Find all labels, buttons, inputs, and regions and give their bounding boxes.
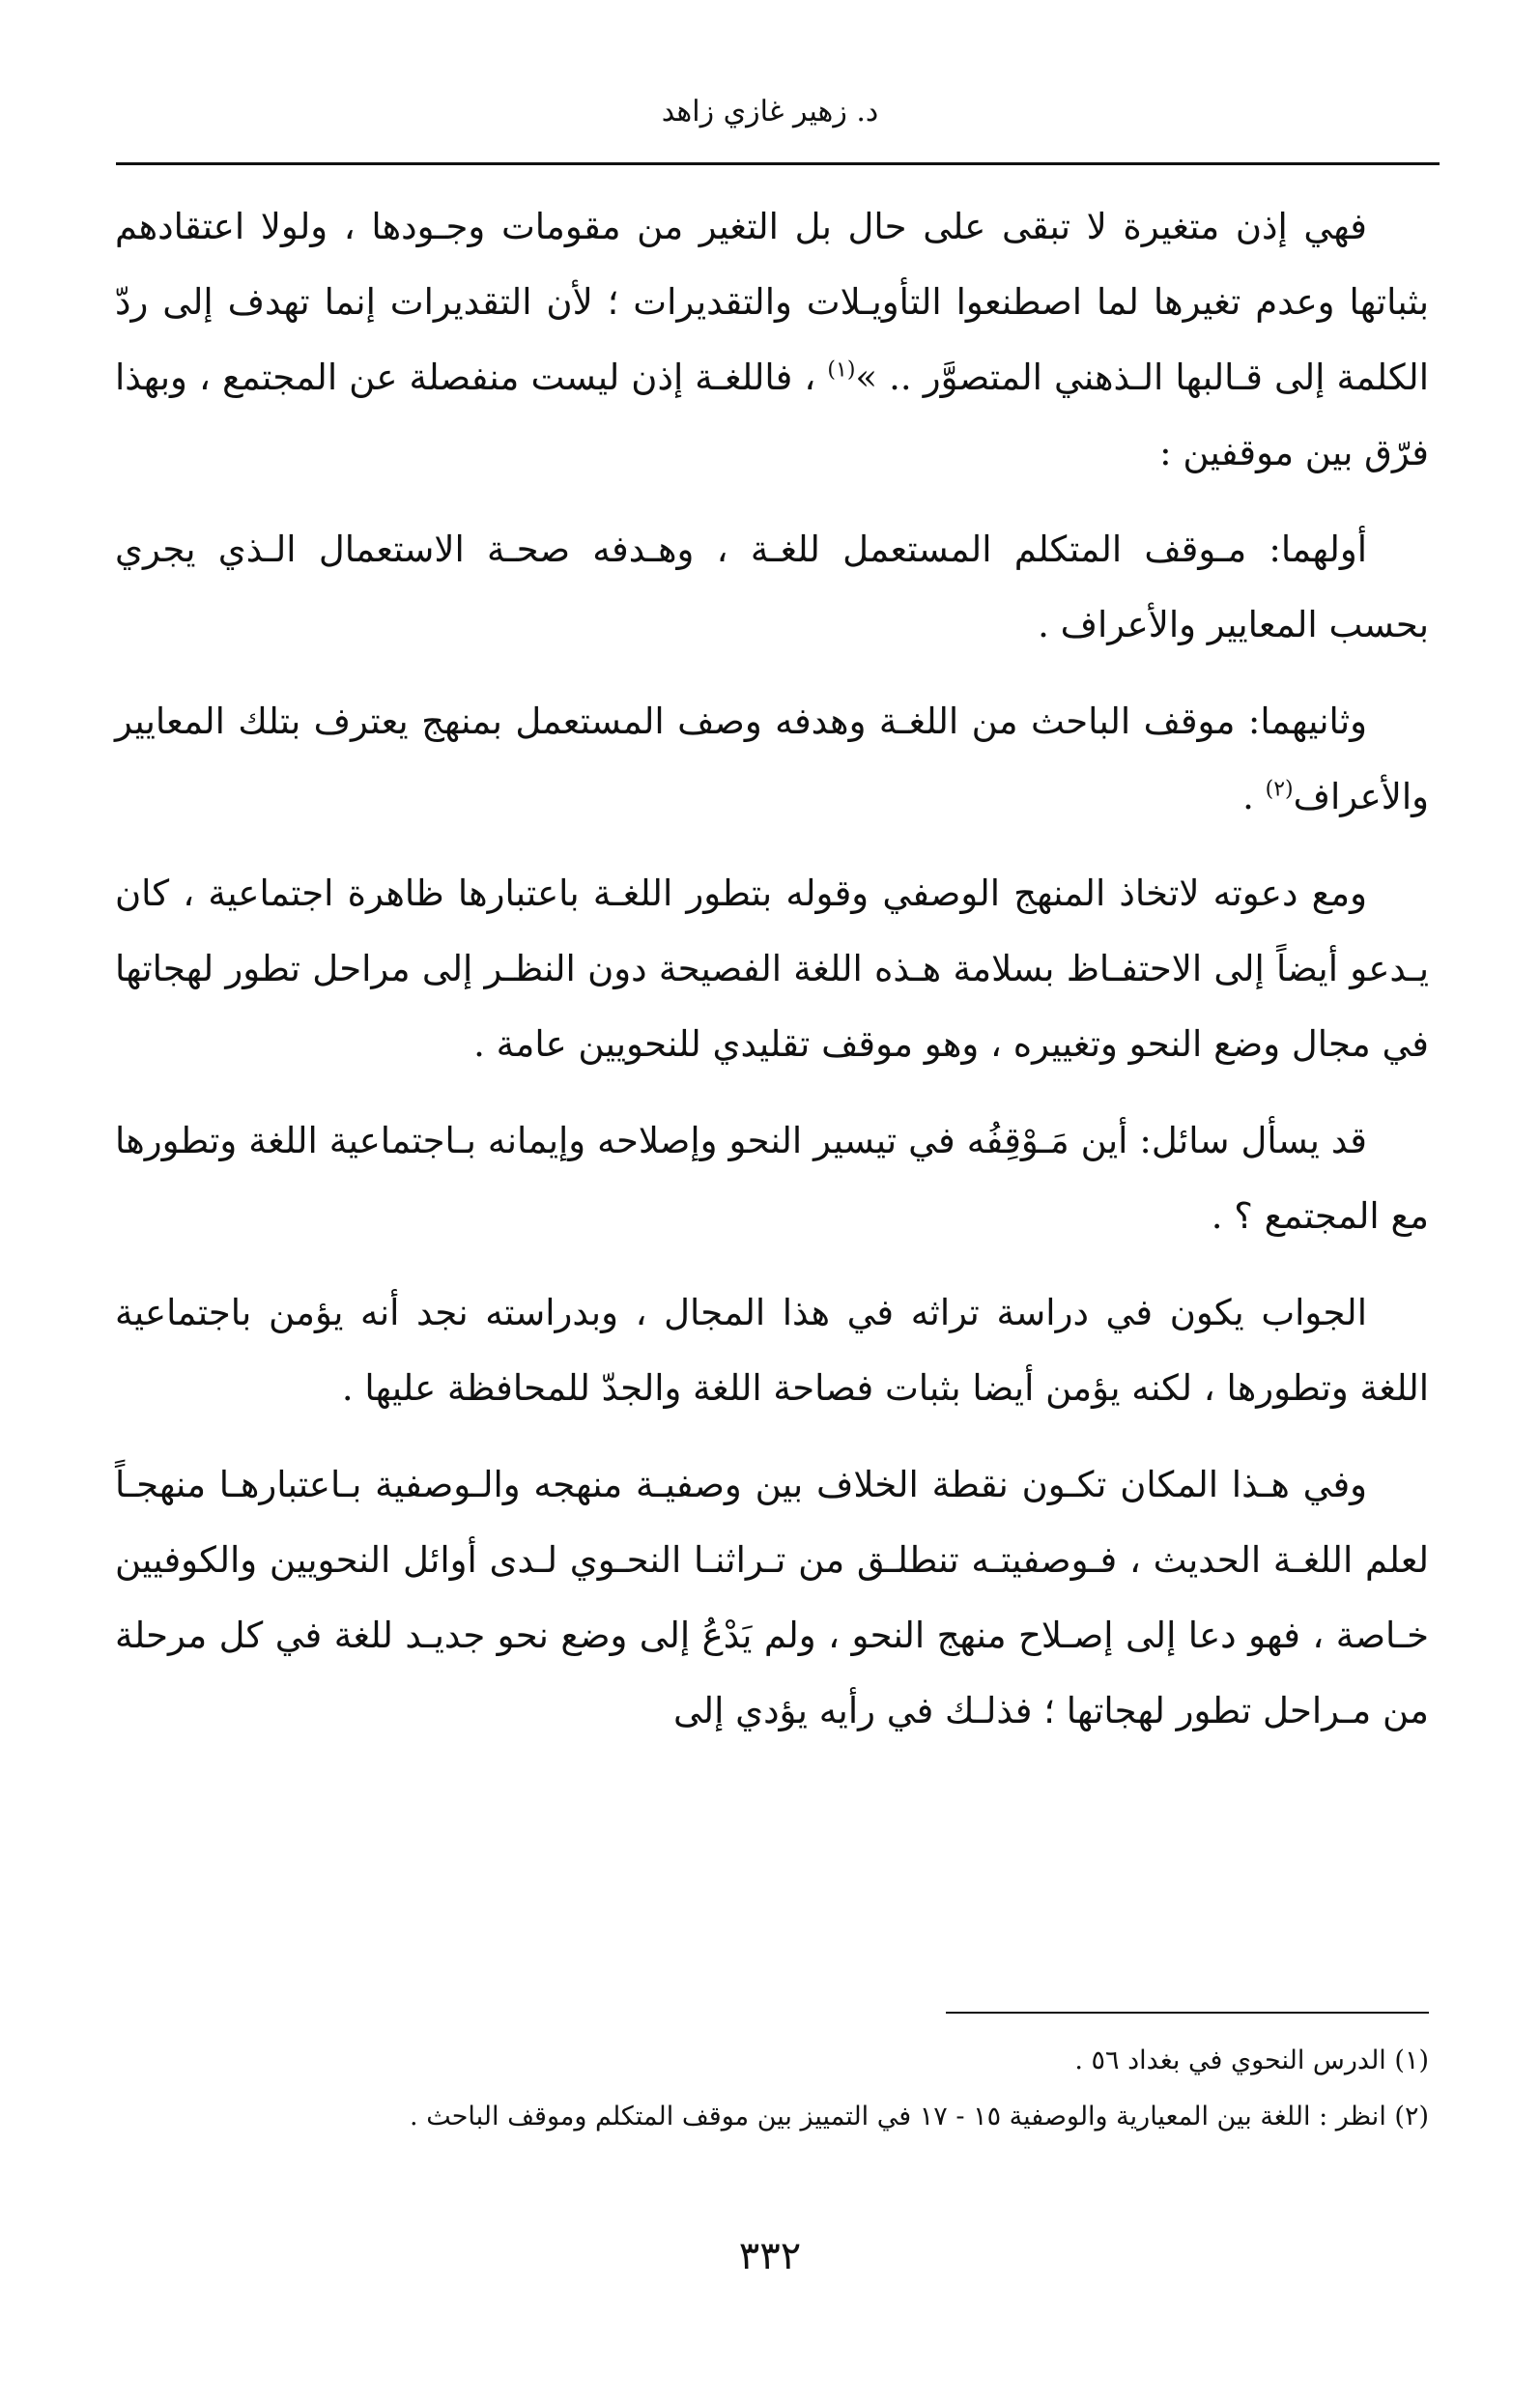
- paragraph: [115, 856, 1429, 1082]
- footnote: (١) الدرس النحوي في بغداد ٥٦ .: [1074, 2045, 1429, 2075]
- paragraph-text: قد يسأل سائل: أين مَـوْقِفُه في تيسير النحو وإصلاحه وإيمانه بـاجتماعية اللغة وتطورها مع المجتمع ؟ .: [115, 1120, 1429, 1237]
- footnotes: [115, 2039, 1429, 2151]
- paragraph: [115, 189, 1429, 491]
- paragraph: [115, 1275, 1429, 1426]
- paragraph-text: الجواب يكون في دراسة تراثه في هذا المجال ، وبدراسته نجد أنه يؤمن باجتماعية اللغة وتطورها ، لكنه يؤمن أيضا بثبات فصاحة اللغة والجدّ للمحافظة عليها .: [115, 1292, 1429, 1409]
- paragraph-text: أولهما: مـوقف المتكلم المستعمل للغـة ، وهـدفه صحـة الاستعمال الـذي يجري بحسب المعايير والأعراف .: [115, 529, 1429, 645]
- paragraph-text: فهي إذن متغيرة لا تبقى على حال بل التغير من مقومات وجـودها ، ولولا اعتقادهم بثباتها وعدم تغيرها لما اصطنعوا التأويـلات والتقديرات ؛ لأن التقديرات إنما تهدف إلى ردّ الكلمة إلى قـالبها الـذهني المتصوَّر .. »: [115, 206, 1429, 398]
- paragraph-text: ومع دعوته لاتخاذ المنهج الوصفي وقوله بتطور اللغـة باعتبارها ظاهرة اجتماعية ، كان يـدعو أيضاً إلى الاحتفـاظ بسلامة هـذه اللغة الفصيحة دون النظـر إلى مراحل تطور لهجاتها في مجال وضع النحو وتغييره ، وهو موقف تقليدي للنحويين عامة .: [115, 873, 1429, 1065]
- paragraph: [115, 1103, 1429, 1254]
- paragraph-text: وفي هـذا المكان تكـون نقطة الخلاف بين وصفيـة منهجه والـوصفية بـاعتبارهـا منهجـاً لعلم اللغـة الحديث ، فـوصفيتـه تنطلـق من تـراثنـا النحـوي لـدى أوائل النحويين والكوفيين خـاصة ، فهو دعا إلى إصـلاح منهج النحو ، ولم يَدْعُ إلى وضع نحو جديـد للغة في كل مرحلة من مـراحل تطور لهجاتها ؛ فذلـك في رأيه يؤدي إلى: [115, 1464, 1429, 1731]
- footnote: (٢) انظر : اللغة بين المعيارية والوصفية ١٥ - ١٧ في التمييز بين موقف المتكلم وموقف الباحث .: [410, 2102, 1429, 2131]
- footnote-ref: (١): [827, 358, 856, 383]
- paragraph-text-continued: ، فاللغـة إذن ليست منفصلة عن المجتمع ، وبهذا فرّق بين موقفين :: [115, 357, 1429, 473]
- footnote-rule: [946, 2012, 1429, 2014]
- footnote-ref: (٢): [1265, 777, 1294, 802]
- paragraph: [115, 1447, 1429, 1749]
- page-number: ٣٣٢: [738, 2234, 802, 2278]
- paragraph-text-continued: .: [1242, 776, 1254, 817]
- paragraph-text: وثانيهما: موقف الباحث من اللغـة وهدفه وصف المستعمل بمنهج يعترف بتلك المعايير والأعراف: [115, 701, 1429, 817]
- paragraph: [115, 684, 1429, 835]
- running-header-author: د. زهير غازي زاهد: [661, 95, 879, 129]
- paragraph: [115, 512, 1429, 663]
- header-rule: [116, 162, 1440, 165]
- body-text: [115, 189, 1429, 1770]
